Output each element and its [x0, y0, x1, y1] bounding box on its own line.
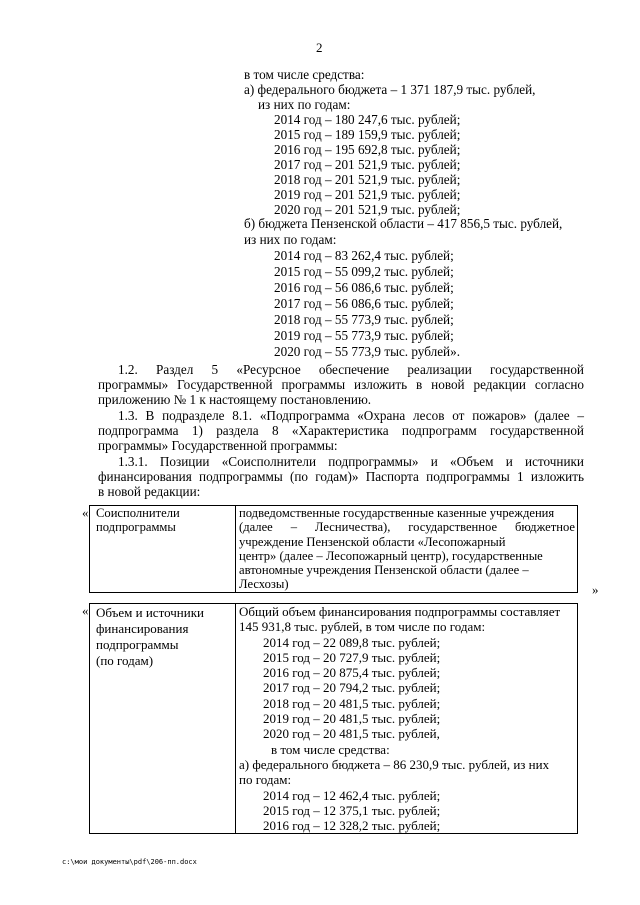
- coexecutors-value-line: (далее – Лесничества), государственное бюджетное: [239, 520, 575, 535]
- para-1-3-1-line-2: финансирования подпрограммы (по годам)» Паспорта подпрограммы 1 изложить: [98, 469, 584, 484]
- coexecutors-label-cell: [90, 506, 236, 593]
- page-number: 2: [316, 40, 323, 55]
- financing-value-cell: [236, 604, 578, 834]
- financing-line: по годам:: [239, 772, 292, 788]
- intro-line-5: из них по годам:: [244, 232, 337, 247]
- intro-line-1: в том числе средства:: [244, 67, 365, 82]
- financing-year-line: 2017 год – 20 794,2 тыс. рублей;: [263, 680, 441, 696]
- financing-year-line: 2018 год – 20 481,5 тыс. рублей;: [263, 695, 441, 711]
- open-quote: «: [82, 505, 89, 520]
- fed-year-line: 2015 год – 189 159,9 тыс. рублей;: [274, 127, 461, 142]
- financing-fed-year-line: 2014 год – 12 462,4 тыс. рублей;: [263, 787, 441, 803]
- financing-line: а) федерального бюджета – 86 230,9 тыс. рублей, из них: [239, 756, 550, 772]
- coexecutors-value-line: центр» (далее – Лесопожарный центр), государственные: [239, 548, 543, 563]
- coexecutors-value-cell: [236, 506, 578, 593]
- financing-year-line: 2016 год – 20 875,4 тыс. рублей;: [263, 665, 441, 681]
- fed-year-line: 2017 год – 201 521,9 тыс. рублей;: [274, 157, 461, 172]
- financing-year-line: 2014 год – 22 089,8 тыс. рублей;: [263, 634, 441, 650]
- financing-label-line: Объем и источники: [96, 605, 204, 620]
- coexecutors-value-line: учреждение Пензенской области «Лесопожарный: [239, 534, 506, 549]
- financing-fed-year-line: 2016 год – 12 328,2 тыс. рублей;: [263, 818, 441, 834]
- table-row: [90, 506, 578, 593]
- intro-line-3: из них по годам:: [258, 97, 351, 112]
- financing-year-line: 2015 год – 20 727,9 тыс. рублей;: [263, 649, 441, 665]
- reg-year-line: 2020 год – 55 773,9 тыс. рублей».: [274, 344, 460, 359]
- intro-line-2: а) федерального бюджета – 1 371 187,9 тыс. рублей,: [244, 82, 536, 97]
- fed-year-line: 2014 год – 180 247,6 тыс. рублей;: [274, 112, 461, 127]
- para-1-2-line-1: 1.2. Раздел 5 «Ресурсное обеспечение реализации государственной: [118, 362, 584, 377]
- reg-year-line: 2017 год – 56 086,6 тыс. рублей;: [274, 296, 454, 311]
- fed-year-line: 2018 год – 201 521,9 тыс. рублей;: [274, 172, 461, 187]
- open-quote: «: [82, 603, 89, 618]
- para-1-2-line-3: приложению № 1 к настоящему постановлению.: [98, 392, 372, 407]
- financing-fed-year-line: 2015 год – 12 375,1 тыс. рублей;: [263, 802, 441, 818]
- fed-year-line: 2016 год – 195 692,8 тыс. рублей;: [274, 142, 461, 157]
- financing-line: в том числе средства:: [271, 741, 390, 757]
- para-1-3-line-2: подпрограмма 1) раздела 8 «Характеристика подпрограмм государственной: [98, 423, 584, 438]
- file-path-footer: c:\мои документы\pdf\206-пп.docx: [62, 858, 197, 866]
- para-1-3-line-3: программы» Государственной программы:: [98, 438, 338, 453]
- para-1-3-1-line-1: 1.3.1. Позиции «Соисполнители подпрограммы» и «Объем и источники: [118, 454, 584, 469]
- financing-line: 145 931,8 тыс. рублей, в том числе по годам:: [239, 619, 486, 635]
- fed-year-line: 2020 год – 201 521,9 тыс. рублей;: [274, 202, 461, 217]
- para-1-3-1-line-3: в новой редакции:: [98, 484, 201, 499]
- financing-year-line: 2020 год – 20 481,5 тыс. рублей,: [263, 726, 440, 742]
- reg-year-line: 2018 год – 55 773,9 тыс. рублей;: [274, 312, 454, 327]
- financing-label-line: подпрограммы: [96, 637, 179, 652]
- coexecutors-label-line: подпрограммы: [96, 520, 176, 535]
- financing-label-line: финансирования: [96, 621, 189, 636]
- coexecutors-value-line: Лесхозы): [239, 577, 289, 592]
- financing-label-cell: [90, 604, 236, 834]
- para-1-3-line-1: 1.3. В подразделе 8.1. «Подпрограмма «Охрана лесов от пожаров» (далее –: [118, 408, 584, 423]
- coexecutors-label-line: Соисполнители: [96, 506, 180, 520]
- reg-year-line: 2014 год – 83 262,4 тыс. рублей;: [274, 248, 454, 263]
- para-1-2-line-2: программы» Государственной программы изложить в новой редакции согласно: [98, 377, 584, 392]
- table-row: [90, 604, 578, 834]
- financing-year-line: 2019 год – 20 481,5 тыс. рублей;: [263, 711, 441, 727]
- financing-label-line: (по годам): [96, 653, 154, 668]
- coexecutors-value-line: автономные учреждения Пензенской области (далее –: [239, 563, 529, 578]
- reg-year-line: 2016 год – 56 086,6 тыс. рублей;: [274, 280, 454, 295]
- financing-table: [89, 603, 578, 834]
- fed-year-line: 2019 год – 201 521,9 тыс. рублей;: [274, 187, 461, 202]
- coexecutors-value-line: подведомственные государственные казенные учреждения: [239, 506, 555, 520]
- reg-year-line: 2015 год – 55 099,2 тыс. рублей;: [274, 264, 454, 279]
- reg-year-line: 2019 год – 55 773,9 тыс. рублей;: [274, 328, 454, 343]
- coexecutors-table: [89, 505, 578, 593]
- intro-line-4: б) бюджета Пензенской области – 417 856,5 тыс. рублей,: [244, 216, 563, 231]
- financing-line: Общий объем финансирования подпрограммы составляет: [239, 604, 561, 619]
- close-quote: »: [592, 582, 599, 597]
